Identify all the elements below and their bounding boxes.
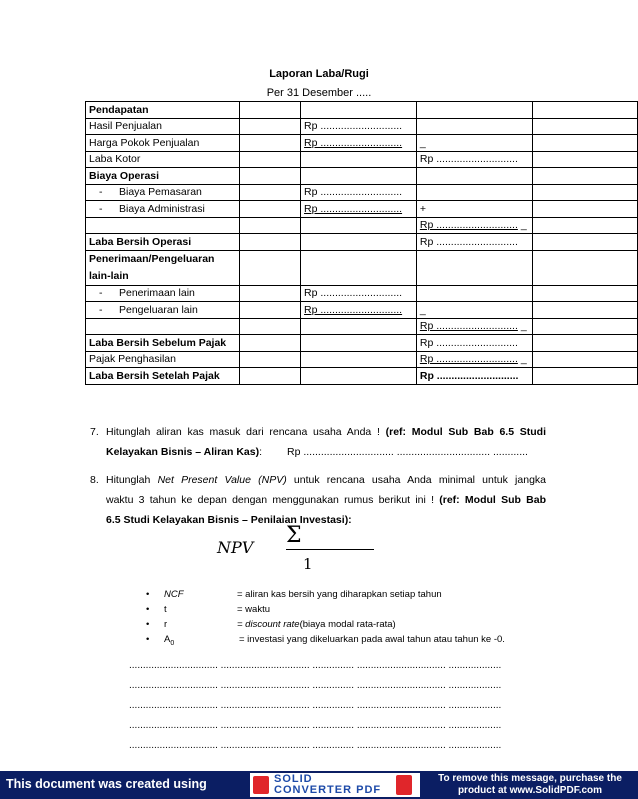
row-label: - Biaya Pemasaran bbox=[86, 184, 240, 201]
income-statement-table bbox=[85, 101, 638, 385]
report-title: Laporan Laba/Rugi bbox=[269, 68, 369, 80]
table-row bbox=[86, 368, 638, 385]
logo-text-top: SOLID bbox=[274, 773, 313, 785]
definition-bullet: • bbox=[146, 634, 150, 645]
row-label: Laba Bersih Sebelum Pajak bbox=[86, 335, 240, 352]
definition-bullet: • bbox=[146, 589, 150, 600]
row-label: Laba Bersih Operasi bbox=[86, 234, 240, 251]
row-label: - Biaya Administrasi bbox=[86, 201, 240, 218]
row-label: Penerimaan/Pengeluaran lain-lain bbox=[86, 250, 240, 285]
row-label: Laba Kotor bbox=[86, 151, 240, 168]
row-label: Laba Bersih Setelah Pajak bbox=[86, 368, 240, 385]
definition-desc: = investasi yang dikeluarkan pada awal tahun atau tahun ke -0. bbox=[239, 634, 505, 645]
table-row bbox=[86, 250, 638, 285]
table-row bbox=[86, 184, 638, 201]
formula-denominator: 1 bbox=[303, 555, 313, 573]
operator: _ bbox=[416, 302, 532, 319]
question-7-line-2: Kelayakan Bisnis – Aliran Kas): bbox=[106, 446, 263, 458]
table-row bbox=[86, 234, 638, 251]
table-row bbox=[86, 201, 638, 218]
definition-desc: = discount rate(biaya modal rata-rata) bbox=[237, 619, 396, 630]
table-row bbox=[86, 118, 638, 135]
formula-fraction-bar bbox=[286, 549, 374, 550]
table-row bbox=[86, 168, 638, 185]
row-label: Hasil Penjualan bbox=[86, 118, 240, 135]
table-row bbox=[86, 335, 638, 352]
amount: Rp ............................ bbox=[416, 151, 532, 168]
solid-converter-logo[interactable] bbox=[250, 773, 420, 797]
definition-desc: = waktu bbox=[237, 604, 271, 615]
formula-npv-label: NPV bbox=[217, 538, 254, 557]
table-row bbox=[86, 102, 638, 119]
question-8-number: 8. bbox=[90, 474, 99, 486]
amount: Rp ............................ _ bbox=[416, 351, 532, 368]
row-label: Harga Pokok Penjualan bbox=[86, 135, 240, 152]
question-8-line-1: Hitunglah Net Present Value (NPV) untuk rencana usaha Anda minimal untuk jangka bbox=[106, 474, 546, 486]
pdf-logo-icon bbox=[253, 776, 269, 794]
question-8-line-3: 6.5 Studi Kelayakan Bisnis – Penilaian Investasi): bbox=[106, 514, 352, 526]
table-row bbox=[86, 217, 638, 234]
report-subtitle: Per 31 Desember ..... bbox=[266, 87, 372, 99]
definition-term: $A_0$ bbox=[164, 634, 175, 647]
formula-sigma: Σ bbox=[286, 523, 302, 548]
definition-term: NCF bbox=[164, 589, 184, 600]
answer-line: ................................ ................................ ............... ................................ ................... bbox=[129, 660, 502, 671]
amount: Rp ............................ bbox=[416, 234, 532, 251]
definition-term: r bbox=[164, 619, 168, 630]
question-7-number: 7. bbox=[90, 426, 99, 438]
footer-purchase-text[interactable]: To remove this message, purchase the product at www.SolidPDF.com bbox=[438, 773, 622, 796]
answer-line: ................................ ................................ ............... ................................ ................... bbox=[129, 740, 502, 751]
amount: Rp ............................ bbox=[301, 118, 417, 135]
question-8-line-2: waktu 3 tahun ke depan dengan menggunakan rumus berikut ini ! (ref: Modul Sub Bab bbox=[106, 494, 546, 506]
answer-line: ................................ ................................ ............... ................................ ................... bbox=[129, 700, 502, 711]
amount: Rp ............................ bbox=[301, 135, 417, 152]
amount: Rp ............................ _ bbox=[416, 318, 532, 335]
question-7-answer-field: Rp ............................... ................................ ............ bbox=[287, 446, 528, 458]
question-7-line-1: Hitunglah aliran kas masuk dari rencana usaha Anda ! (ref: Modul Sub Bab 6.5 Studi bbox=[106, 426, 546, 438]
amount: Rp ............................ bbox=[416, 368, 532, 385]
table-row bbox=[86, 151, 638, 168]
definition-bullet: • bbox=[146, 619, 150, 630]
row-label: Pendapatan bbox=[86, 102, 240, 119]
table-row bbox=[86, 135, 638, 152]
row-label: - Penerimaan lain bbox=[86, 285, 240, 302]
amount: Rp ............................ bbox=[301, 285, 417, 302]
table-row bbox=[86, 351, 638, 368]
amount: Rp ............................ bbox=[416, 335, 532, 352]
table-row bbox=[86, 318, 638, 335]
document-icon bbox=[396, 775, 412, 795]
amount: Rp ............................ bbox=[301, 302, 417, 319]
logo-text-bottom: CONVERTER PDF bbox=[274, 784, 382, 796]
table-row bbox=[86, 302, 638, 319]
amount: Rp ............................ bbox=[301, 201, 417, 218]
row-label: - Pengeluaran lain bbox=[86, 302, 240, 319]
definition-term: t bbox=[164, 604, 167, 615]
answer-line: ................................ ................................ ............... ................................ ................... bbox=[129, 680, 502, 691]
operator: _ bbox=[416, 135, 532, 152]
row-label: Biaya Operasi bbox=[86, 168, 240, 185]
answer-line: ................................ ................................ ............... ................................ ................... bbox=[129, 720, 502, 731]
definition-bullet: • bbox=[146, 604, 150, 615]
definition-desc: = aliran kas bersih yang diharapkan setiap tahun bbox=[237, 589, 442, 600]
table-row bbox=[86, 285, 638, 302]
amount: Rp ............................ _ bbox=[416, 217, 532, 234]
footer-created-text: This document was created using bbox=[6, 777, 207, 791]
operator: + bbox=[416, 201, 532, 218]
row-label: Pajak Penghasilan bbox=[86, 351, 240, 368]
amount: Rp ............................ bbox=[301, 184, 417, 201]
